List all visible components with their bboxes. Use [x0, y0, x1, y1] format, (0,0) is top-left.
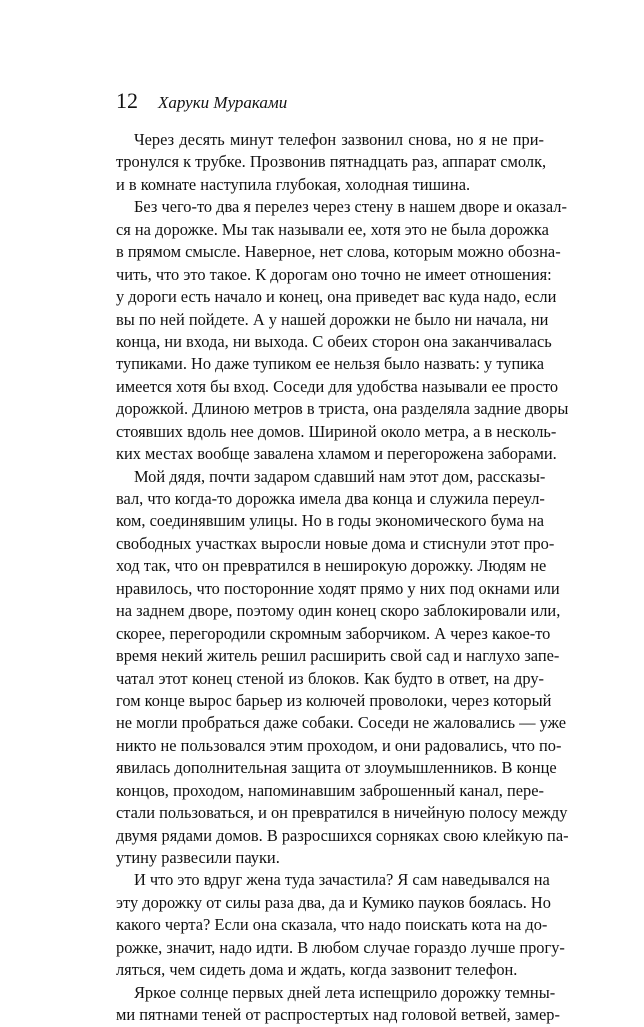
text-line: никто не пользовался этим проходом, и они радовались, что по-: [116, 735, 562, 755]
text-line: эту дорожку от силы раза два, да и Кумико пауков боялась. Но: [116, 892, 551, 912]
text-line: стоявших вдоль нее домов. Шириной около метра, а в несколь-: [116, 421, 557, 441]
text-line: Через десять минут телефон зазвонил снова, но я не при-: [134, 130, 544, 149]
text-line: ся на дорожке. Мы так называли ее, хотя это не была дорожка: [116, 219, 549, 239]
text-line: вы по ней пойдете. А у нашей дорожки не было ни начала, ни: [116, 309, 549, 329]
text-line: рожке, значит, надо идти. В любом случае гораздо лучше прогу-: [116, 937, 565, 957]
text-line: не могли пробраться даже собаки. Соседи не жаловались — уже: [116, 713, 566, 733]
text-line: Яркое солнце первых дней лета испещрило дорожку темны-: [134, 982, 556, 1002]
text-line: ком, соединявшим улицы. Но в годы экономического бума на: [116, 511, 544, 531]
author-name: Харуки Мураками: [158, 93, 288, 112]
text-line: ляться, чем сидеть дома и ждать, когда зазвонит телефон.: [116, 960, 518, 980]
text-line: на заднем дворе, поэтому один конец скоро заблокировали или,: [116, 601, 561, 621]
text-line: у дороги есть начало и конец, она приведет вас куда надо, если: [116, 287, 557, 307]
text-line: какого черта? Если она сказала, что надо поискать кота на до-: [116, 915, 548, 935]
text-line: дорожкой. Длиною метров в триста, она разделяла задние дворы: [116, 399, 569, 419]
text-line: чить, что это такое. К дорогам оно точно не имеет отношения:: [116, 264, 552, 284]
text-line: нравилось, что посторонние ходят прямо у них под окнами или: [116, 578, 560, 598]
text-line: тупиками. Но даже тупиком ее нельзя было назвать: у тупика: [116, 354, 544, 374]
text-line: в прямом смысле. Наверное, нет слова, которым можно обозна-: [116, 242, 561, 262]
page-number: 12: [116, 88, 138, 113]
text-line: стали пользоваться, и он превратился в ничейную полосу между: [116, 803, 568, 823]
text-line: гом конце вырос барьер из колючей проволоки, через который: [116, 690, 552, 710]
text-line: вал, что когда-то дорожка имела два конца и служила переул-: [116, 489, 545, 508]
text-line: двумя рядами домов. В разросшихся сорняках свою клейкую па-: [116, 825, 569, 845]
text-line: утину развесили пауки.: [116, 848, 280, 867]
text-line: ход так, что он превратился в неширокую дорожку. Людям не: [116, 556, 547, 576]
text-line: конца, ни входа, ни выхода. С обеих сторон она заканчивалась: [116, 331, 552, 351]
text-line: ких местах вообще завалена хламом и перегорожена заборами.: [116, 444, 557, 464]
text-line: имеется хотя бы вход. Соседи для удобства называли ее просто: [116, 376, 559, 396]
running-head: [116, 88, 287, 118]
text-line: ми пятнами теней от распростертых над головой ветвей, замер-: [116, 1005, 560, 1025]
text-line: И что это вдруг жена туда зачастила? Я сам наведывался на: [134, 870, 550, 890]
text-line: явилась дополнительная защита от злоумышленников. В конце: [116, 758, 557, 778]
text-line: Без чего-то два я перелез через стену в нашем дворе и оказал-: [134, 197, 567, 217]
text-line: Мой дядя, почти задаром сдавший нам этот дом, рассказы-: [134, 466, 546, 486]
text-line: и в комнате наступила глубокая, холодная тишина.: [116, 174, 471, 194]
text-line: свободных участках выросли новые дома и стиснули этот про-: [116, 533, 555, 553]
text-line: время некий житель решил расширить свой сад и наглухо запе-: [116, 646, 560, 666]
text-line: скорее, перегородили скромным заборчиком. А через какое-то: [116, 623, 551, 643]
text-line: концов, проходом, напоминавшим заброшенный канал, пере-: [116, 780, 544, 800]
text-line: тронулся к трубке. Прозвонив пятнадцать раз, аппарат смолк,: [116, 152, 547, 172]
body-text: [116, 129, 569, 1027]
text-line: чатал этот конец стеной из блоков. Как будто в ответ, на дру-: [116, 668, 544, 688]
